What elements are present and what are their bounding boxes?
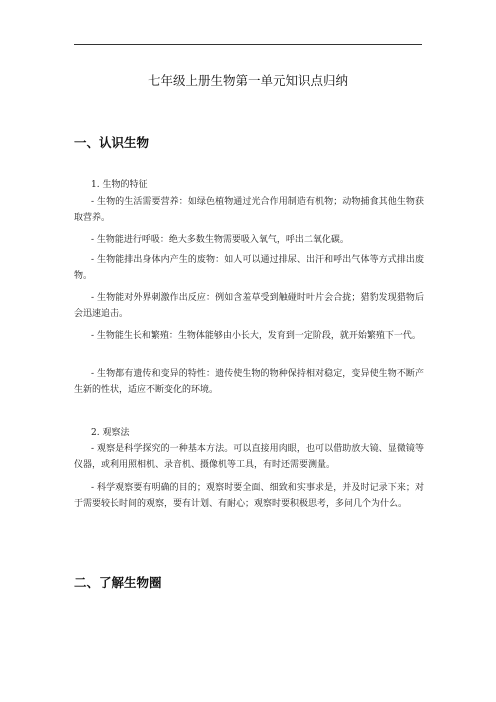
section-heading-recognize-organisms: 一、认识生物 — [74, 135, 150, 150]
subheading-observation: 2. 观察法 — [91, 428, 130, 438]
document-title: 七年级上册生物第一单元知识点归纳 — [147, 73, 348, 88]
header-rule — [74, 44, 422, 45]
paragraph-respiration: - 生物能进行呼吸：绝大多数生物需要吸入氧气，呼出二氧化碳。 — [91, 235, 349, 245]
paragraph-scientific-observation: - 科学观察要有明确的目的；观察时要全面、细致和实事求是，并及时记录下来；对于需要较长时间的观察，要有计划、有耐心；观察时要积极思考，多问几个为什么。 — [74, 483, 424, 509]
paragraph-excretion: - 生物能排出身体内产生的废物：如人可以通过排尿、出汗和呼出气体等方式排出废物。 — [74, 255, 424, 281]
paragraph-nutrition: - 生物的生活需要营养：如绿色植物通过光合作用制造有机物；动物捕食其他生物获取营养。 — [74, 197, 424, 223]
paragraph-heredity-variation: - 生物都有遗传和变异的特性：遗传使生物的物种保持相对稳定，变异使生物不断产生新的性状，适应不断变化的环境。 — [74, 369, 424, 395]
paragraph-growth-reproduction: - 生物能生长和繁殖：生物体能够由小长大，发育到一定阶段，就开始繁殖下一代。 — [91, 331, 421, 341]
paragraph-stimulus-response: - 生物能对外界刺激作出反应：例如含羞草受到触碰时叶片会合拢；猎豹发现猎物后会迅速追击。 — [74, 293, 424, 319]
paragraph-observation-method: - 观察是科学探究的一种基本方法。可以直接用肉眼，也可以借助放大镜、显微镜等仪器，或利用照相机、录音机、摄像机等工具，有时还需要测量。 — [74, 444, 424, 470]
subheading-characteristics: 1. 生物的特征 — [91, 180, 148, 190]
section-heading-biosphere: 二、了解生物圈 — [74, 575, 162, 590]
